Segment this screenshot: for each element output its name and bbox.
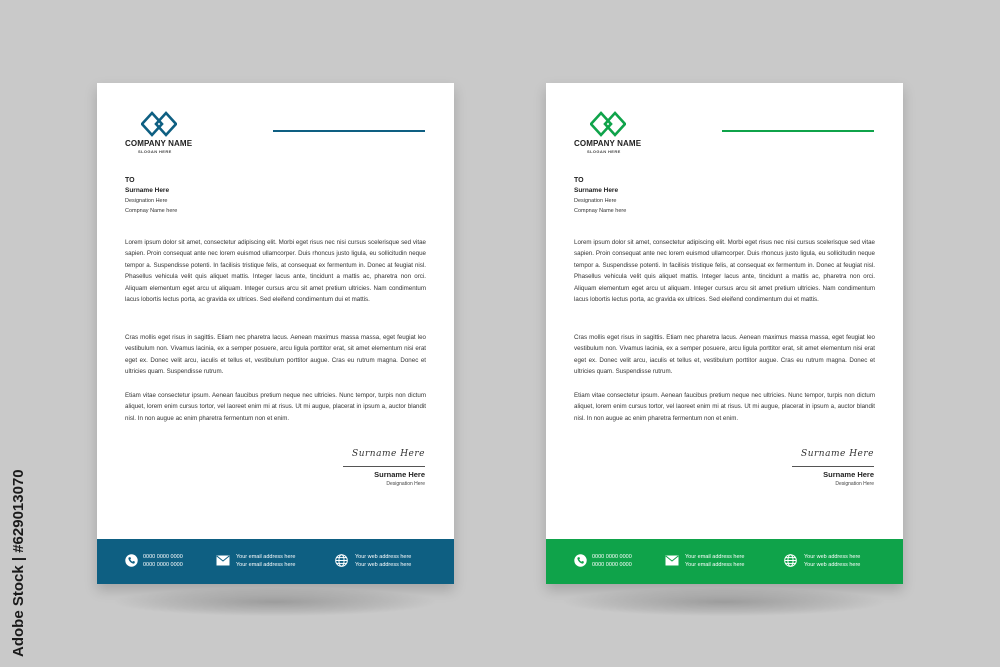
footer-phone — [143, 554, 183, 569]
signature-line — [343, 466, 425, 467]
footer-email — [236, 554, 295, 569]
signature: Surname Here — [352, 449, 425, 459]
sheet-shadow — [564, 588, 884, 616]
web-address-1: Your web address here — [804, 554, 861, 560]
sheet-shadow — [115, 588, 435, 616]
letterhead-sheet-green — [546, 83, 903, 584]
phone-number-1: 0000 0000 0000 — [143, 554, 183, 560]
recipient-company: Compnay Name here — [125, 208, 178, 214]
letterhead-sheet-blue — [97, 83, 454, 584]
company-slogan: SLOGAN HERE — [587, 149, 621, 154]
email-icon — [216, 555, 230, 566]
company-name: COMPANY NAME — [574, 139, 642, 148]
recipient-surname: Surname Here — [574, 187, 619, 194]
company-logo-icon — [590, 111, 626, 137]
email-address-1: Your email address here — [236, 554, 296, 560]
company-logo-icon — [141, 111, 177, 137]
signature-line — [792, 466, 874, 467]
signer-surname: Surname Here — [823, 470, 874, 479]
globe-icon — [784, 554, 797, 567]
to-label: TO — [574, 177, 584, 184]
company-slogan: SLOGAN HERE — [138, 149, 172, 154]
company-name: COMPANY NAME — [125, 139, 193, 148]
email-address-2: Your email address here — [236, 561, 296, 568]
signer-surname: Surname Here — [374, 470, 425, 479]
web-address-2: Your web address here — [355, 561, 412, 568]
header-accent-line — [273, 130, 425, 132]
email-icon — [665, 555, 679, 566]
footer-bar — [546, 539, 903, 584]
body-paragraph-1: Lorem ipsum dolor sit amet, consectetur adipiscing elit. Morbi eget risus nec nisi cursus scelerisque sed vitae sapien. Proin consequat ante nec lorem euismod ullamcorper. Duis rhoncus justo ligula, eu sollicitudin neque tempor a. Suspendisse potenti. In facilisis tristique felis, at consequat ex fermentum in. Donec at feugiat nisl. Phasellus vehicula velit quis aliquet mattis. Integer lacus ante, tincidunt a mattis ac, pharetra non orci. Aliquam elementum eget arcu ut aliquam. Integer cursus arcu sit amet pretium ultricies. Nam condimentum lacus lobortis lectus porta, ac gravida ex ultrices. Sed eleifend condimentum dui et mattis. — [125, 239, 426, 304]
globe-icon — [335, 554, 348, 567]
footer-email — [685, 554, 744, 569]
recipient-designation: Designation Here — [574, 198, 617, 204]
recipient-surname: Surname Here — [125, 187, 170, 194]
stock-id-watermark — [10, 430, 30, 660]
phone-icon — [574, 554, 587, 567]
body-paragraph-1: Lorem ipsum dolor sit amet, consectetur adipiscing elit. Morbi eget risus nec nisi cursus scelerisque sed vitae sapien. Proin consequat ante nec lorem euismod ullamcorper. Duis rhoncus justo ligula, eu sollicitudin neque tempor a. Suspendisse potenti. In facilisis tristique felis, at consequat ex fermentum in. Donec at feugiat nisl. Phasellus vehicula velit quis aliquet mattis. Integer lacus ante, tincidunt a mattis ac, pharetra non orci. Aliquam elementum eget arcu ut aliquam. Integer cursus arcu sit amet pretium ultricies. Nam condimentum lacus lobortis lectus porta, ac gravida ex ultrices. Sed eleifend condimentum dui et mattis. — [574, 239, 875, 304]
web-address-2: Your web address here — [804, 561, 861, 568]
footer-web — [355, 554, 411, 569]
footer-bar — [97, 539, 454, 584]
body-paragraph-3: Etiam vitae consectetur ipsum. Aenean faucibus pretium neque nec ultricies. Nunc tempor, turpis non dictum aliquet, lorem enim cursus tortor, vel laoreet enim mi at risus. Ut mi augue, placerat in ipsum a, auctor blandit nisl. In non augue ac enim pharetra fermentum non et enim. — [574, 392, 875, 422]
recipient-designation: Designation Here — [125, 198, 168, 204]
signer-designation: Designation Here — [835, 481, 874, 487]
signer-designation: Designation Here — [386, 481, 425, 487]
email-address-1: Your email address here — [685, 554, 745, 560]
signature: Surname Here — [801, 449, 874, 459]
email-address-2: Your email address here — [685, 561, 745, 568]
to-label: TO — [125, 177, 135, 184]
stock-id-text: Adobe Stock | #629013070 — [10, 469, 27, 657]
recipient-company: Compnay Name here — [574, 208, 627, 214]
body-paragraph-3: Etiam vitae consectetur ipsum. Aenean faucibus pretium neque nec ultricies. Nunc tempor, turpis non dictum aliquet, lorem enim cursus tortor, vel laoreet enim mi at risus. Ut mi augue, placerat in ipsum a, auctor blandit nisl. In non augue ac enim pharetra fermentum non et enim. — [125, 392, 426, 422]
footer-phone — [592, 554, 632, 569]
phone-icon — [125, 554, 138, 567]
phone-number-2: 0000 0000 0000 — [592, 561, 632, 568]
phone-number-2: 0000 0000 0000 — [143, 561, 183, 568]
body-paragraph-2: Cras mollis eget risus in sagittis. Etiam nec pharetra lacus. Aenean maximus massa massa, eget feugiat leo vestibulum non. Vivamus lacinia, ex a semper posuere, arcu ligula porttitor erat, sit amet elementum nisi erat eget ex. Donec velit arcu, iaculis et tellus et, vestibulum porttitor augue. Cras eu rutrum magna. Donec et ultricies quam. Suspendisse rutrum. — [125, 334, 426, 376]
phone-number-1: 0000 0000 0000 — [592, 554, 632, 560]
footer-web — [804, 554, 860, 569]
web-address-1: Your web address here — [355, 554, 412, 560]
body-paragraph-2: Cras mollis eget risus in sagittis. Etiam nec pharetra lacus. Aenean maximus massa massa, eget feugiat leo vestibulum non. Vivamus lacinia, ex a semper posuere, arcu ligula porttitor erat, sit amet elementum nisi erat eget ex. Donec velit arcu, iaculis et tellus et, vestibulum porttitor augue. Cras eu rutrum magna. Donec et ultricies quam. Suspendisse rutrum. — [574, 334, 875, 376]
header-accent-line — [722, 130, 874, 132]
